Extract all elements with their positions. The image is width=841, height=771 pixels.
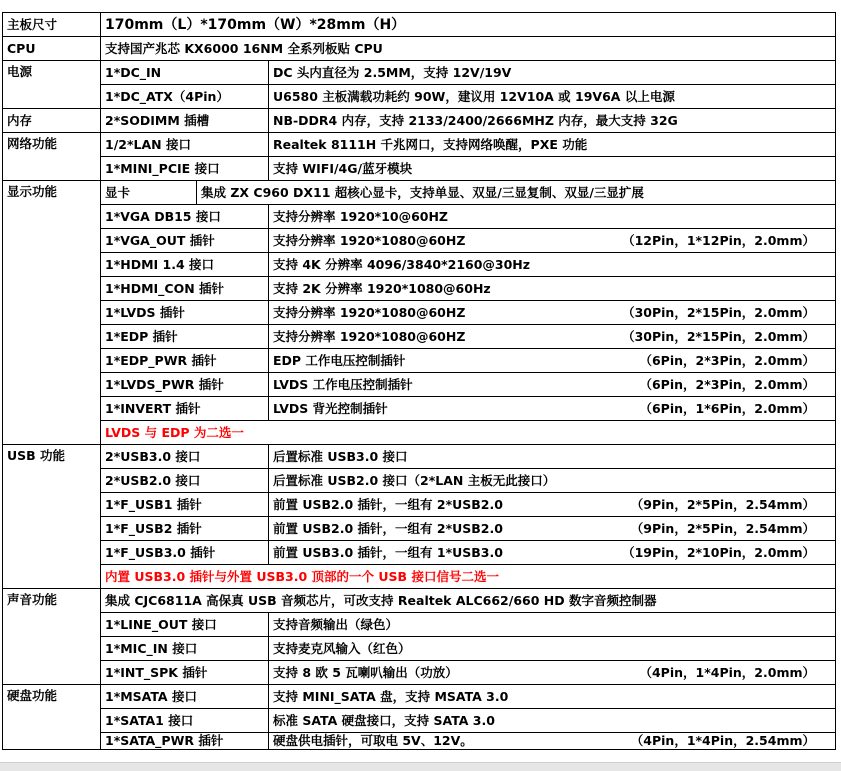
item-desc: DC 头内直径为 2.5MM，支持 12V/19V (269, 61, 836, 85)
item-name: 1*LVDS_PWR 插针 (101, 373, 269, 397)
item-spec: （4Pin，1*4Pin，2.54mm） (630, 733, 815, 748)
item-desc: U6580 主板满载功耗约 90W，建议用 12V10A 或 19V6A 以上电源 (269, 85, 836, 109)
table-row (3, 541, 836, 565)
item-desc: （12Pin，1*12Pin，2.0mm） 支持分辨率 1920*1080@60HZ (269, 229, 836, 253)
item-desc: 支持音频输出（绿色） (269, 613, 836, 637)
table-row (3, 133, 836, 157)
item-name: 2*SODIMM 插槽 (101, 109, 269, 133)
item-name: 1*DC_ATX（4Pin） (101, 85, 269, 109)
section-label: 显示功能 (3, 181, 101, 445)
item-desc: 支持麦克风输入（红色） (269, 637, 836, 661)
table-row (3, 181, 836, 205)
item-name: 1*VGA_OUT 插针 (101, 229, 269, 253)
section-label: 硬盘功能 (3, 685, 101, 750)
table-row (3, 373, 836, 397)
item-desc: （9Pin，2*5Pin，2.54mm） 前置 USB2.0 插针，一组有 2*USB2.0 (269, 493, 836, 517)
item-name: 2*USB3.0 接口 (101, 445, 269, 469)
item-desc: 支持 2K 分辨率 1920*1080@60Hz (269, 277, 836, 301)
section-label: CPU (3, 37, 101, 61)
graphics-label: 显卡 (101, 181, 197, 205)
table-row (3, 565, 836, 589)
item-spec: （19Pin，2*10Pin，2.0mm） (622, 544, 815, 560)
item-name: 1*MIC_IN 接口 (101, 637, 269, 661)
table-row (3, 445, 836, 469)
item-spec: （6Pin，1*6Pin，2.0mm） (639, 400, 815, 416)
item-name: 1*LINE_OUT 接口 (101, 613, 269, 637)
item-name: 1*DC_IN (101, 61, 269, 85)
item-desc: NB-DDR4 内存，支持 2133/2400/2666MHZ 内存，最大支持 32G (269, 109, 836, 133)
table-row (3, 61, 836, 85)
item-desc: 后置标准 USB3.0 接口 (269, 445, 836, 469)
table-row (3, 109, 836, 133)
table-row (3, 157, 836, 181)
section-label: 主板尺寸 (3, 13, 101, 37)
item-desc: （19Pin，2*10Pin，2.0mm） 前置 USB3.0 插针，一组有 1*USB3.0 (269, 541, 836, 565)
item-desc: 支持 4K 分辨率 4096/3840*2160@30Hz (269, 253, 836, 277)
item-spec: （30Pin，2*15Pin，2.0mm） (622, 304, 815, 320)
table-row (3, 517, 836, 541)
section-label: 网络功能 (3, 133, 101, 181)
item-name: 1*MSATA 接口 (101, 685, 269, 709)
table-row (3, 493, 836, 517)
item-desc: （9Pin，2*5Pin，2.54mm） 前置 USB2.0 插针，一组有 2*USB2.0 (269, 517, 836, 541)
item-name: 1*MINI_PCIE 接口 (101, 157, 269, 181)
item-desc: （4Pin，1*4Pin，2.54mm） 硬盘供电插针，可取电 5V、12V。 (269, 733, 836, 750)
table-row (3, 325, 836, 349)
section-label: 电源 (3, 61, 101, 109)
item-name: 1*F_USB1 插针 (101, 493, 269, 517)
item-desc: （30Pin，2*15Pin，2.0mm） 支持分辨率 1920*1080@60HZ (269, 301, 836, 325)
item-desc: （6Pin，1*6Pin，2.0mm） LVDS 背光控制插针 (269, 397, 836, 421)
table-row (3, 469, 836, 493)
audio-summary: 集成 CJC6811A 高保真 USB 音频芯片，可改支持 Realtek ALC662/660 HD 数字音频控制器 (101, 589, 836, 613)
table-row (3, 85, 836, 109)
table-row (3, 397, 836, 421)
item-spec: （30Pin，2*15Pin，2.0mm） (622, 328, 815, 344)
item-spec: （6Pin，2*3Pin，2.0mm） (639, 352, 815, 368)
table-row (3, 301, 836, 325)
item-spec: （12Pin，1*12Pin，2.0mm） (622, 232, 815, 248)
item-name: 1*VGA DB15 接口 (101, 205, 269, 229)
item-name: 1*INT_SPK 插针 (101, 661, 269, 685)
item-name: 1*SATA1 接口 (101, 709, 269, 733)
section-label: USB 功能 (3, 445, 101, 589)
item-desc: 支持分辨率 1920*10@60HZ (269, 205, 836, 229)
item-desc: 支持 WIFI/4G/蓝牙模块 (269, 157, 836, 181)
item-desc: （6Pin，2*3Pin，2.0mm） LVDS 工作电压控制插针 (269, 373, 836, 397)
table-row (3, 277, 836, 301)
table-row (3, 613, 836, 637)
item-desc: 标准 SATA 硬盘接口，支持 SATA 3.0 (269, 709, 836, 733)
cpu-value: 支持国产兆芯 KX6000 16NM 全系列板贴 CPU (101, 37, 836, 61)
table-row (3, 709, 836, 733)
item-name: 1/2*LAN 接口 (101, 133, 269, 157)
table-row (3, 685, 836, 709)
table-row (3, 205, 836, 229)
spec-table (2, 12, 836, 750)
table-row (3, 733, 836, 750)
usb-note: 内置 USB3.0 插针与外置 USB3.0 顶部的一个 USB 接口信号二选一 (101, 565, 836, 589)
item-name: 1*F_USB2 插针 (101, 517, 269, 541)
section-label: 声音功能 (3, 589, 101, 685)
item-spec: （6Pin，2*3Pin，2.0mm） (639, 376, 815, 392)
graphics-desc: 集成 ZX C960 DX11 超核心显卡，支持单显、双显/三显复制、双显/三显扩展 (197, 181, 836, 205)
item-name: 1*SATA_PWR 插针 (101, 733, 269, 750)
item-spec: （9Pin，2*5Pin，2.54mm） (630, 496, 815, 512)
table-row (3, 37, 836, 61)
display-note: LVDS 与 EDP 为二选一 (101, 421, 836, 445)
item-desc: （4Pin，1*4Pin，2.0mm） 支持 8 欧 5 瓦喇叭输出（功放） (269, 661, 836, 685)
item-name: 1*EDP_PWR 插针 (101, 349, 269, 373)
item-name: 2*USB2.0 接口 (101, 469, 269, 493)
item-name: 1*EDP 插针 (101, 325, 269, 349)
item-spec: （9Pin，2*5Pin，2.54mm） (630, 520, 815, 536)
table-row (3, 349, 836, 373)
item-desc: Realtek 8111H 千兆网口，支持网络唤醒，PXE 功能 (269, 133, 836, 157)
item-desc: 后置标准 USB2.0 接口（2*LAN 主板无此接口） (269, 469, 836, 493)
table-row (3, 637, 836, 661)
item-desc: 支持 MINI_SATA 盘，支持 MSATA 3.0 (269, 685, 836, 709)
table-row (3, 661, 836, 685)
item-desc: （6Pin，2*3Pin，2.0mm） EDP 工作电压控制插针 (269, 349, 836, 373)
section-label: 内存 (3, 109, 101, 133)
table-row (3, 253, 836, 277)
item-name: 1*F_USB3.0 插针 (101, 541, 269, 565)
table-row (3, 589, 836, 613)
item-spec: （4Pin，1*4Pin，2.0mm） (639, 664, 815, 680)
item-name: 1*HDMI 1.4 接口 (101, 253, 269, 277)
item-desc: （30Pin，2*15Pin，2.0mm） 支持分辨率 1920*1080@60HZ (269, 325, 836, 349)
board-size-value: 170mm（L）*170mm（W）*28mm（H） (101, 13, 836, 37)
table-row (3, 421, 836, 445)
table-row (3, 13, 836, 37)
table-row (3, 229, 836, 253)
item-name: 1*INVERT 插针 (101, 397, 269, 421)
item-name: 1*HDMI_CON 插针 (101, 277, 269, 301)
item-name: 1*LVDS 插针 (101, 301, 269, 325)
